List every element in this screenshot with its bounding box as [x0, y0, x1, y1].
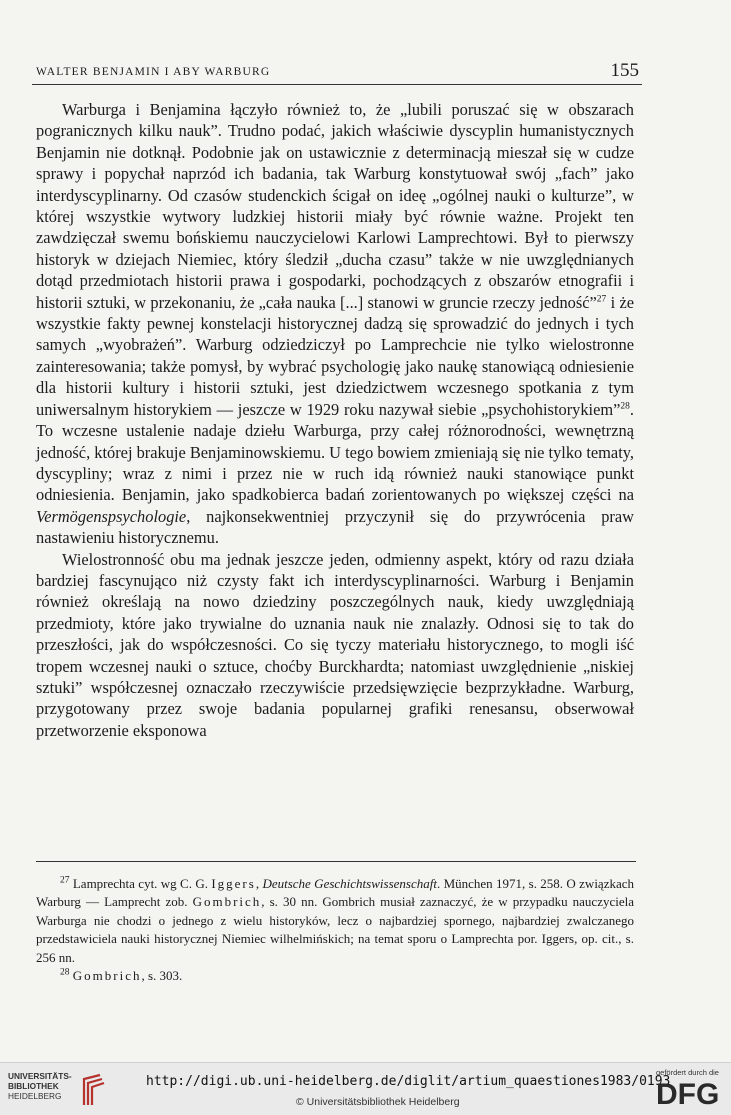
footnote-27: $^{27}$ Lamprechta cyt. wg C. G. Iggers, Deutsche Geschichtswissenschaft. München 1971, s. 258. O związkach Warburg — Lamprecht zob. Gombrich, s. 30 nn. Gombrich musiał zaznaczyć, że w przypadku nauczyciela Warburga nie chodzi o jednego z wielu historyków, lecz o najbardziej spornego, najbardziej zwalczanego przedstawiciela nauki historycznej Niemiec wilhelmińskich; na temat sporu o Lamprechta por. Iggers, op. cit., s. 256 nn. [36, 875, 635, 965]
footnotes [36, 875, 634, 985]
running-head: WALTER BENJAMIN I ABY WARBURG [36, 66, 271, 78]
header-rule [32, 84, 642, 85]
copyright-notice: © Universitätsbibliothek Heidelberg [296, 1096, 460, 1108]
page-number: 155 [610, 60, 639, 81]
paragraph-1: Warburga i Benjamina łączyło również to, że „lubili poruszać się w obszarach pogranicznych kilku nauk”. Trudno podać, jakich właściwie dyscyplin humanistycznych Benjamin nie dotknął. Podobnie jak on ustawicznie z determinacją mieszał się w cudze sprawy i popychał naprzód ich badania, tak Warburg konstytuował swój „fach” jako interdyscyplinarny. Od czasów studenckich ścigał on ideę „ogólnej nauki o kulturze”, w której wszystkie wytwory ludzkiej historii miały być równie ważne. Projekt ten zawdzięczał swemu bońskiemu nauczycielowi Karlowi Lamprechtowi. Był to pierwszy historyk w dziejach Niemiec, który śledził „ducha czasu” także w nie uwzględnianych dotąd przedmiotach historii prawa i gospodarki, pochodzących z obszarów etnografii i historii sztuki, w przekonaniu, że „cała nauka [...] stanowi w gruncie rzeczy jedność”$^{27}$ i że wszystkie fakty pewnej konstelacji historycznej dadzą się sprowadzić do jednych i tych samych „wyobrażeń”. Warburg odziedziczył po Lamprechcie nie tylko wielostronne zainteresowania; także pomysł, by wybrać psychologię jako naukę stanowiącą odniesienie dla historii kultury i historii sztuki, jest dziedzictwem wczesnego spotkania z tym uniwersalnym historykiem — jeszcze w 1929 roku nazywał siebie „psychohistorykiem”$^{28}$. To wczesne ustalenie nadaje dziełu Warburga, przy całej różnorodności, wewnętrzną jedność, której brakuje Benjaminowskiemu. U tego bowiem zmieniają się nie tylko tematy, dyscypliny; wraz z nimi i przez nie w ruch idą również nauki stanowiące punkt odniesienia. Benjamin, jako spadkobierca badań zorientowanych po większej części na Vermögenspsychologie, najkonsekwentniej przyczynił się do przywrócenia praw nastawieniu historycznemu. [36, 100, 634, 548]
dfg-logo[interactable]: gefördert durch die DFG [656, 1068, 720, 1111]
body-text [36, 99, 634, 741]
footnote-28: $^{28}$ Gombrich, s. 303. [60, 967, 183, 984]
library-emblem-icon [80, 1073, 106, 1107]
permalink-url[interactable]: http://digi.ub.uni-heidelberg.de/diglit/artium_quaestiones1983/0193 [146, 1074, 671, 1089]
paragraph-2: Wielostronność obu ma jednak jeszcze jeden, odmienny aspekt, który od razu działa bardziej fascynująco niż czysty fakt ich interdyscyplinarności. Warburg i Benjamin również określają na nowo dziedziny poszczególnych nauk, kiedy uwzględniają przedmioty, które jako trywialne do uznania nauk nie znalazły. Odnosi się to tak do przeszłości, jak do współczesności. Co się tyczy materiału historycznego, to mogli iść tropem wczesnej nauki o sztuce, choćby Burckhardta; natomiast uwzględnienie „niskiej sztuki” współczesnej oznaczało rzeczywiście przedsięwzięcie bezprzykładne. Warburg, przygotowany przez swoje badania popularnej grafiki renesansu, obserwował przetworzenie eksponowa [36, 549, 634, 740]
university-library-logo[interactable]: UNIVERSITÄTS- BIBLIOTHEK HEIDELBERG [8, 1071, 148, 1111]
footnote-rule [36, 861, 636, 862]
italic-term: Vermögenspsychologie [36, 506, 187, 526]
footnote-ref-28: 28 [620, 401, 630, 412]
footnote-ref-27: 27 [596, 294, 607, 305]
digitization-footer [0, 1062, 731, 1115]
